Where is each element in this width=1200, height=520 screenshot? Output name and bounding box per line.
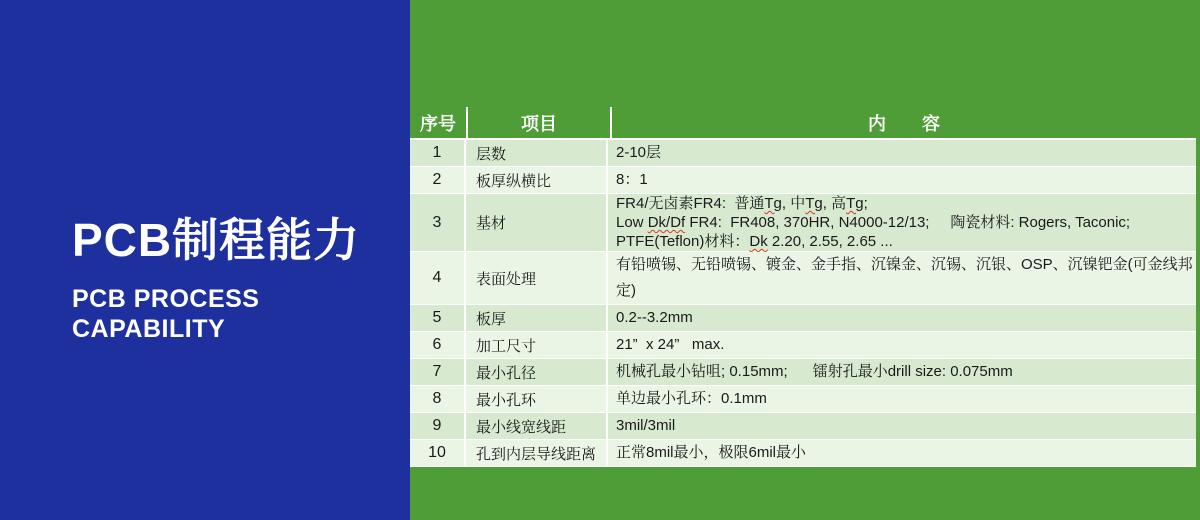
row-item-label: 层数 xyxy=(466,140,608,166)
row-content xyxy=(608,167,1196,193)
table-row xyxy=(410,252,1196,305)
misspelled-term: Dk xyxy=(749,233,768,250)
spec-table xyxy=(410,107,1196,467)
table-row xyxy=(410,140,1196,167)
row-item-label: 最小线宽线距 xyxy=(466,413,608,439)
row-number: 5 xyxy=(410,305,466,331)
row-content xyxy=(608,359,1196,385)
table-row xyxy=(410,194,1196,252)
misspelled-term: Tg xyxy=(764,195,782,212)
header-cell-item: 项目 xyxy=(468,107,612,138)
content-line: 0.2--3.2mm xyxy=(616,309,693,326)
row-item-label: 板厚纵横比 xyxy=(466,167,608,193)
table-row xyxy=(410,386,1196,413)
content-line: 有铅喷锡、无铅喷锡、镀金、金手指、沉镍金、沉锡、沉银、OSP、沉镍钯金(可金线邦定) xyxy=(616,256,1193,299)
row-number: 8 xyxy=(410,386,466,412)
content-line: 2-10层 xyxy=(616,144,662,161)
row-item-label: 最小孔环 xyxy=(466,386,608,412)
row-number: 1 xyxy=(410,140,466,166)
table-row xyxy=(410,413,1196,440)
header-cell-content: 内 容 xyxy=(868,113,940,134)
row-content xyxy=(608,413,1196,439)
page-subtitle-line1: PCB PROCESS xyxy=(72,285,260,313)
page-title: PCB制程能力 xyxy=(72,214,361,266)
page-subtitle xyxy=(72,284,360,344)
table-row xyxy=(410,167,1196,194)
row-item-label: 板厚 xyxy=(466,305,608,331)
spec-table-body xyxy=(410,140,1196,467)
row-content xyxy=(608,194,1196,251)
misspelled-term: Tg xyxy=(805,195,823,212)
row-item-label: 最小孔径 xyxy=(466,359,608,385)
row-content xyxy=(608,440,1196,466)
row-number: 2 xyxy=(410,167,466,193)
row-content xyxy=(608,140,1196,166)
header-cell-no: 序号 xyxy=(410,107,468,138)
right-table-panel xyxy=(410,0,1200,520)
page-subtitle-line2: CAPABILITY xyxy=(72,315,226,343)
row-number: 4 xyxy=(410,252,466,304)
row-number: 6 xyxy=(410,332,466,358)
spec-table-header xyxy=(410,107,1196,140)
content-line: Low Dk/Df FR4: FR408, 370HR, N4000-12/13; 陶瓷材料: Rogers, Taconic; xyxy=(616,214,1131,231)
row-content xyxy=(608,305,1196,331)
content-line: PTFE(Teflon)材料：Dk 2.20, 2.55, 2.65 ... xyxy=(616,233,893,250)
row-number: 3 xyxy=(410,194,466,251)
table-row xyxy=(410,359,1196,386)
table-row xyxy=(410,305,1196,332)
content-line: 单边最小孔环：0.1mm xyxy=(616,390,767,407)
row-content xyxy=(608,332,1196,358)
row-number: 10 xyxy=(410,440,466,466)
title-block xyxy=(72,214,360,344)
content-line: 正常8mil最小，极限6mil最小 xyxy=(616,444,807,461)
row-item-label: 加工尺寸 xyxy=(466,332,608,358)
table-row xyxy=(410,440,1196,467)
row-item-label: 表面处理 xyxy=(466,252,608,304)
content-line: 机械孔最小钻咀; 0.15mm; 镭射孔最小drill size: 0.075mm xyxy=(616,363,1013,380)
row-number: 7 xyxy=(410,359,466,385)
content-line: FR4/无卤素FR4: 普通Tg, 中Tg, 高Tg; xyxy=(616,195,868,212)
table-row xyxy=(410,332,1196,359)
row-item-label: 基材 xyxy=(466,194,608,251)
row-content xyxy=(608,252,1196,304)
left-title-panel xyxy=(0,0,410,520)
row-item-label: 孔到内层导线距离 xyxy=(466,440,608,466)
content-line: 21” x 24” max. xyxy=(616,336,725,353)
content-line: 3mil/3mil xyxy=(616,417,676,434)
content-line: 8：1 xyxy=(616,171,648,188)
misspelled-term: Dk/Df xyxy=(647,214,686,231)
row-content xyxy=(608,386,1196,412)
misspelled-term: Tg xyxy=(846,195,864,212)
row-number: 9 xyxy=(410,413,466,439)
